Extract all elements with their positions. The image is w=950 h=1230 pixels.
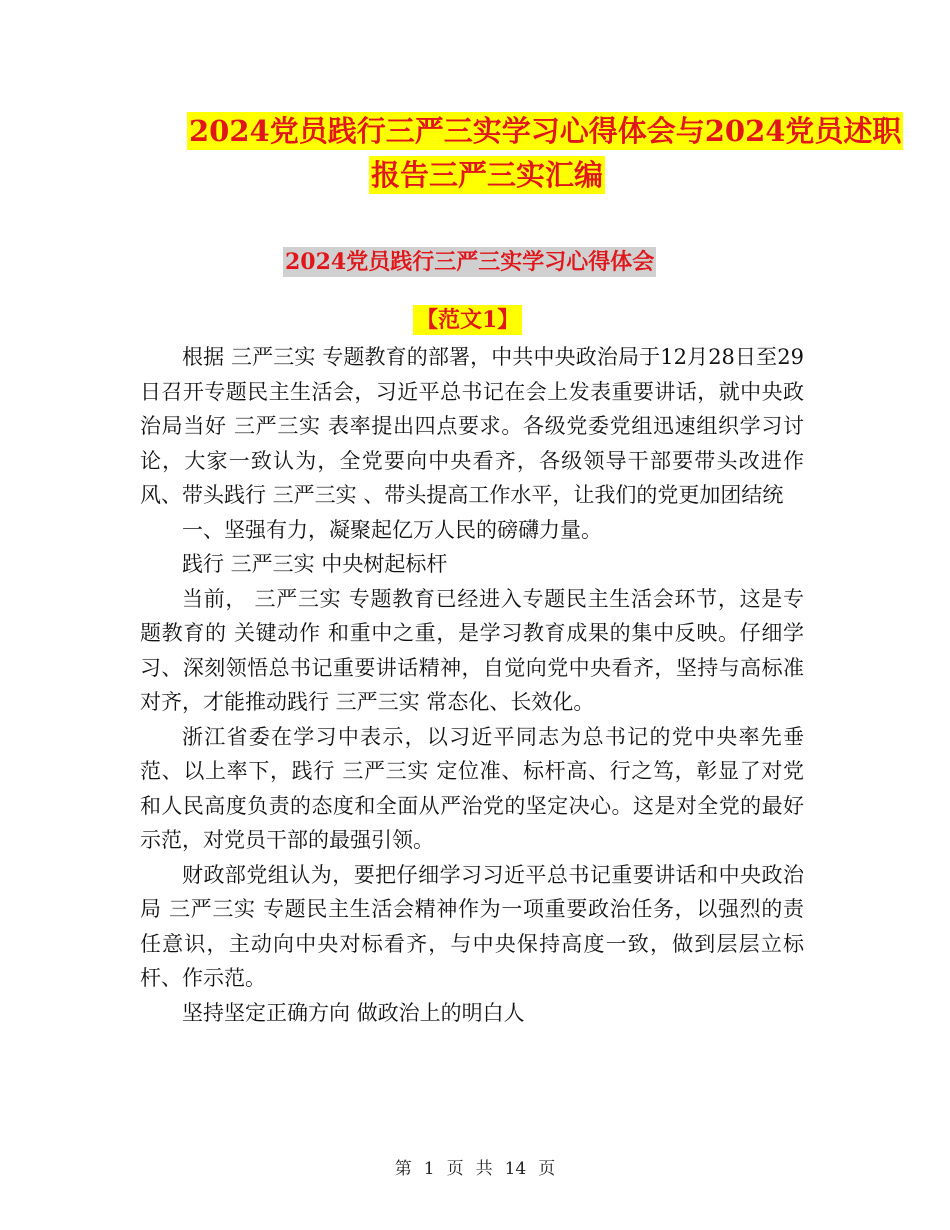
sample-label: 【范文1】	[413, 305, 522, 335]
paragraph: 一、坚强有力，凝聚起亿万人民的磅礴力量。	[182, 517, 602, 542]
document-title-line-1: 2024党员践行三严三实学习心得体会与2024党员述职	[189, 114, 902, 148]
paragraph: 财政部党组认为，要把仔细学习习近平总书记重要讲话和中央政治局 三严三实 专题民主生活会精神作为一项重要政治任务，以强烈的责任意识，主动向中央对标看齐，与中央保持高度一致，做到层层立标杆、作示范。	[140, 862, 804, 990]
paragraph: 坚持坚定正确方向 做政治上的明白人	[182, 1000, 525, 1025]
paragraph: 当前， 三严三实 专题教育已经进入专题民主生活会环节，这是专题教育的 关键动作 和重中之重，是学习教育成果的集中反映。仔细学习、深刻领悟总书记重要讲话精神，自觉向党中央看齐，坚持与高标准对齐，才能推动践行 三严三实 常态化、长效化。	[140, 586, 804, 714]
paragraph: 浙江省委在学习中表示，以习近平同志为总书记的党中央率先垂范、以上率下，践行 三严三实 定位准、标杆高、行之笃，彰显了对党和人民高度负责的态度和全面从严治党的坚定决心。这是对全党的最好示范，对党员干部的最强引领。	[140, 724, 804, 852]
footer-current-page: 1	[423, 1159, 435, 1179]
document-body	[140, 340, 804, 1030]
footer-prefix: 第	[394, 1159, 412, 1179]
paragraph: 践行 三严三实 中央树起标杆	[182, 552, 448, 576]
footer-page-word: 页	[446, 1159, 464, 1179]
footer-total-pages: 14	[504, 1159, 527, 1179]
page-footer	[0, 1154, 950, 1179]
document-title-line-2: 报告三严三实汇编	[371, 158, 604, 192]
paragraph: 根据 三严三实 专题教育的部署，中共中央政治局于12月28日至29日召开专题民主生活会，习近平总书记在会上发表重要讲话，就中央政治局当好 三严三实 表率提出四点要求。各级党委党组迅速组织学习讨论，大家一致认为，全党要向中央看齐，各级领导干部要带头改进作风、带头践行 三严三实 、带头提高工作水平，让我们的党更加团结统	[140, 345, 804, 507]
section-subtitle: 2024党员践行三严三实学习心得体会	[285, 249, 655, 275]
footer-total-word: 共	[475, 1159, 493, 1179]
footer-suffix: 页	[538, 1159, 556, 1179]
